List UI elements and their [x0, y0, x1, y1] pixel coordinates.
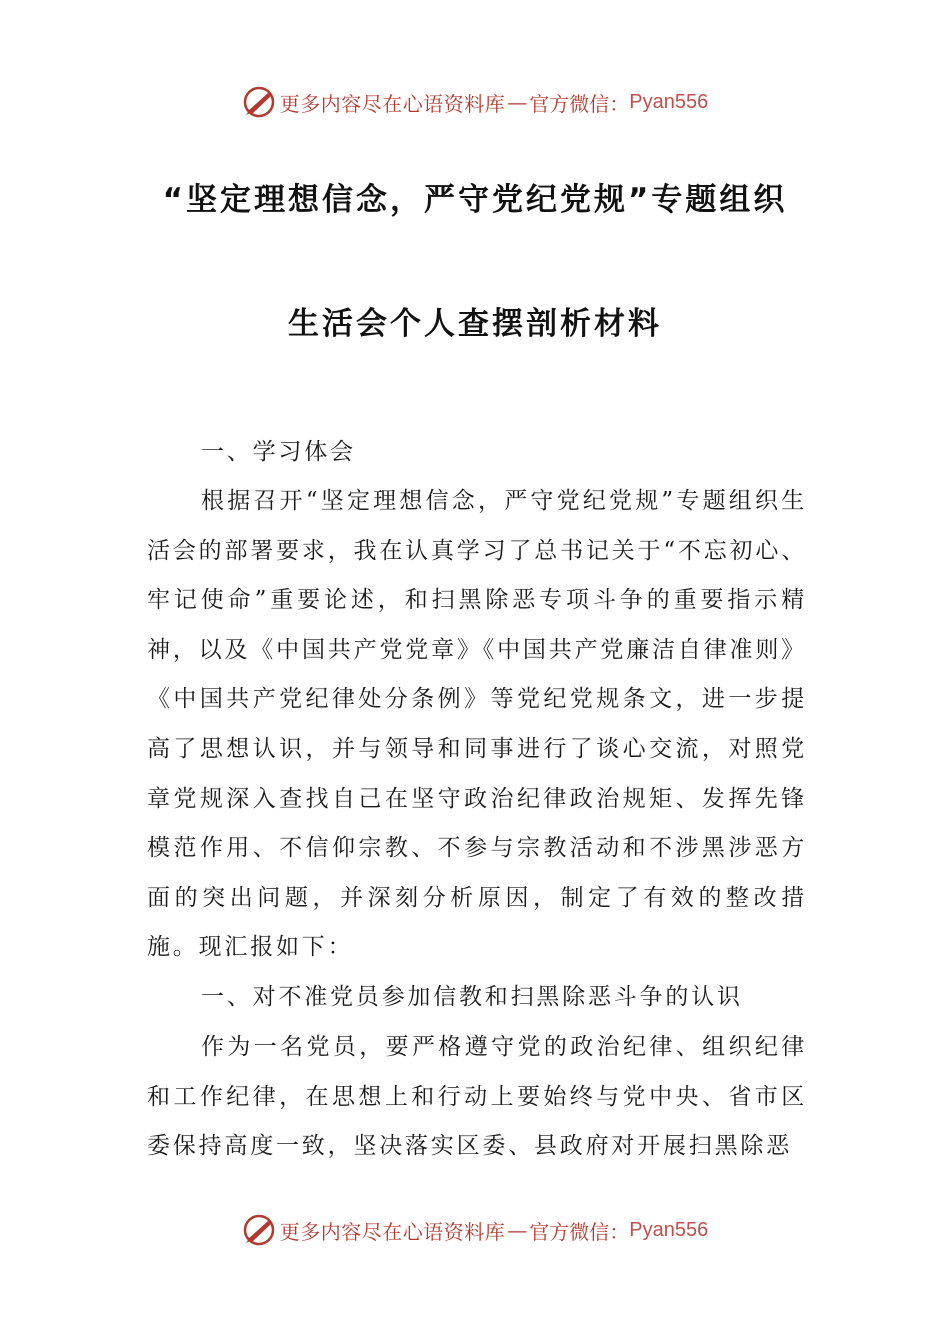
watermark-banner-bottom — [0, 1210, 950, 1250]
watermark-wechat-label: 官方微信： — [529, 91, 630, 116]
paragraph-understanding: 作为一名党员，要严格遵守党的政治纪律、组织纪律和工作纪律，在思想上和行动上要始终与党中央、省市区委保持高度一致，坚决落实区委、县政府对开展扫黑除恶 — [147, 1034, 807, 1160]
watermark-text: 更多内容尽在心语资料库 — [279, 1219, 506, 1244]
section-heading-study: 一、学习体会 — [201, 439, 356, 465]
section-heading-understanding: 一、对不准党员参加信教和扫黑除恶斗争的认识 — [201, 984, 743, 1010]
document-title-line-1: “坚定理想信念，严守党纪党规”专题组织 — [162, 182, 788, 218]
watermark-dash: — — [507, 90, 528, 114]
pen-logo-icon — [242, 85, 276, 119]
watermark-text: 更多内容尽在心语资料库 — [279, 91, 506, 116]
watermark-wechat-id: Pyan556 — [629, 1218, 709, 1241]
pen-logo-icon — [242, 1213, 276, 1247]
paragraph-study: 根据召开“坚定理想信念，严守党纪党规”专题组织生活会的部署要求，我在认真学习了总书记关于“不忘初心、牢记使命”重要论述，和扫黑除恶专项斗争的重要指示精神，以及《中国共产党党章》《中国共产党廉洁自律准则》《中国共产党纪律处分条例》等党纪党规条文，进一步提高了思想认识，并与领导和同事进行了谈心交流，对照党章党规深入查找自己在坚守政治纪律政治规矩、发挥先锋模范作用、不信仰宗教、不参与宗教活动和不涉黑涉恶方面的突出问题，并深刻分析原因，制定了有效的整改措施。现汇报如下： — [147, 488, 807, 961]
watermark-wechat-id: Pyan556 — [629, 90, 709, 113]
watermark-banner-top — [0, 82, 950, 122]
watermark-dash: — — [507, 1218, 528, 1242]
watermark-wechat-label: 官方微信： — [529, 1219, 630, 1244]
document-title-line-2: 生活会个人查摆剖析材料 — [288, 306, 662, 342]
